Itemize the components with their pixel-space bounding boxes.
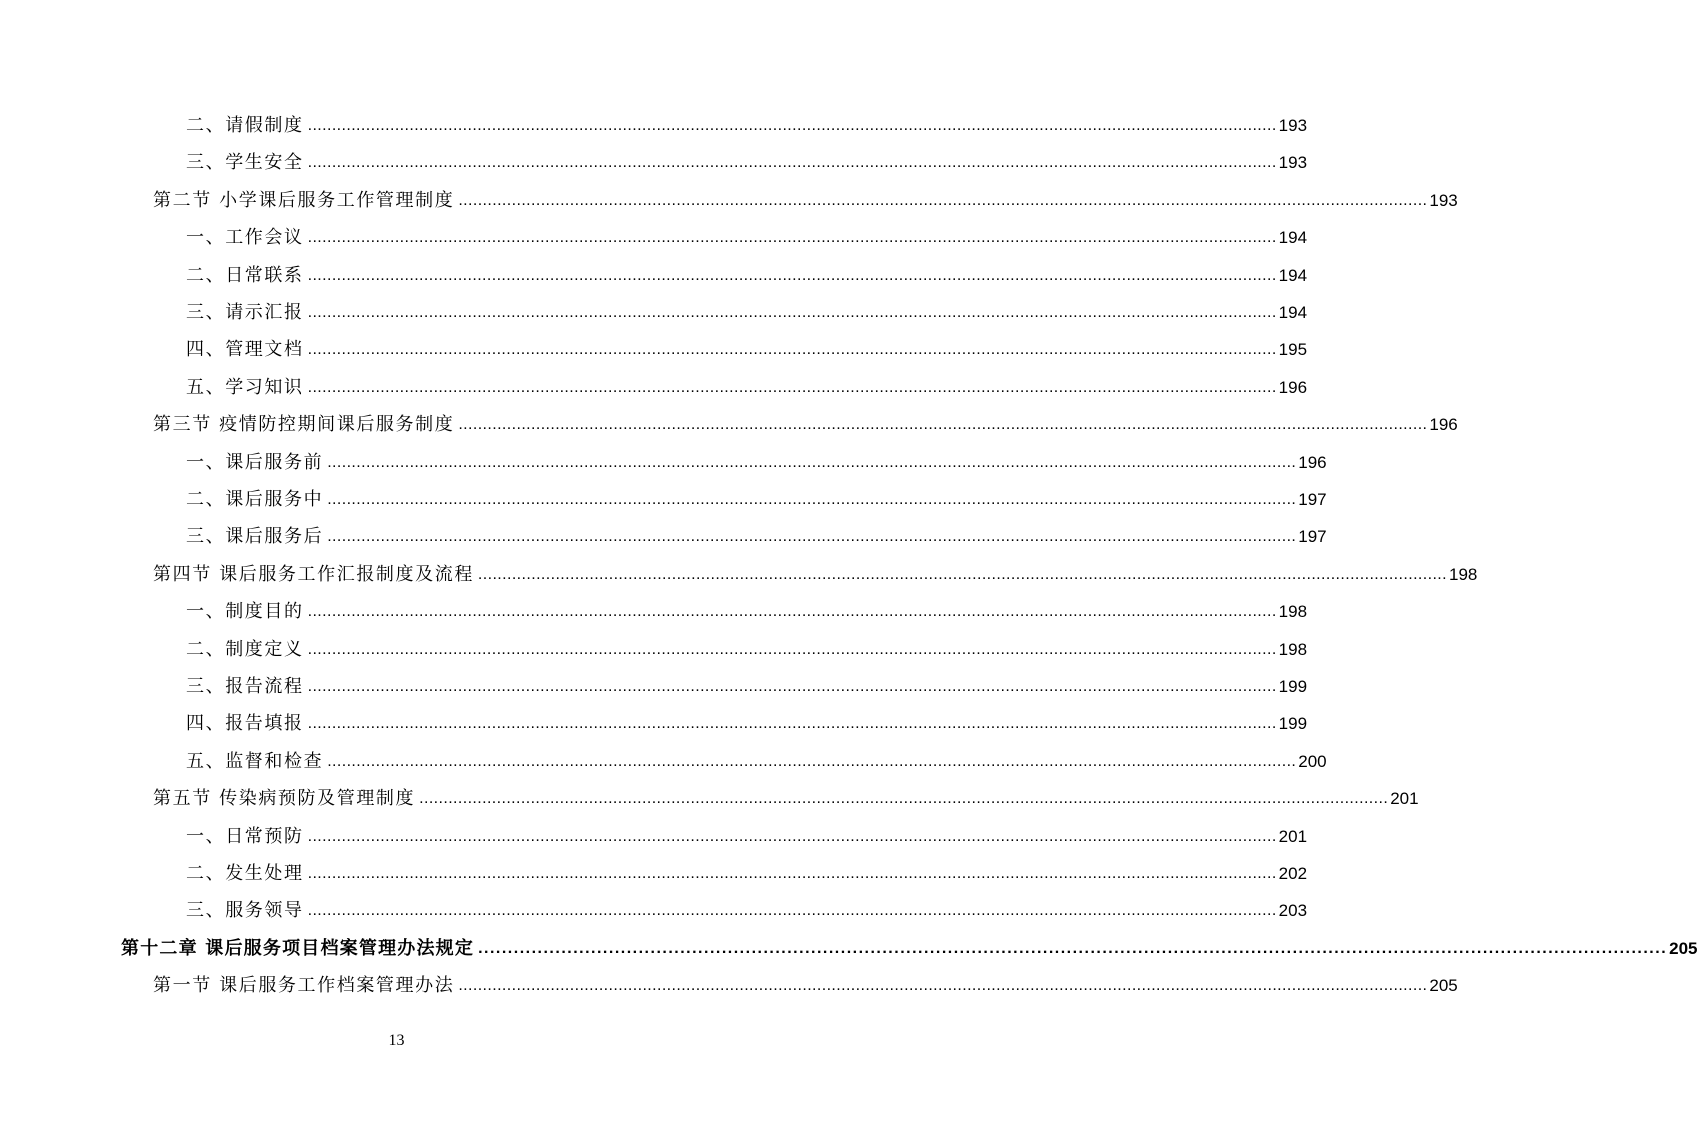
toc-entry-item[interactable] (186, 324, 1308, 361)
toc-entry-label: 三、请示汇报 (186, 302, 304, 323)
dot-leader: ........................................................................................................................................................................................................ (307, 827, 1277, 845)
toc-entry-page-number: 198 (1278, 639, 1308, 659)
toc-entry-label: 五、学习知识 (186, 376, 304, 398)
dot-leader: ........................................................................................................................................................................................................ (307, 229, 1277, 247)
toc-entry-label: 第二节 小学课后服务工作管理制度 (153, 189, 455, 211)
toc-entry-section[interactable] (153, 960, 1458, 997)
toc-entry-page-number: 205 (1669, 938, 1698, 958)
toc-entry-item[interactable] (186, 511, 1327, 548)
dot-leader: ........................................................................................................................................................................................................ (327, 528, 1297, 546)
toc-entry-page-number: 195 (1278, 340, 1308, 360)
toc-entry-item[interactable] (186, 736, 1327, 773)
toc-entry-label: 一、课后服务前 (186, 451, 324, 473)
toc-entry-label: 三、学生安全 (186, 152, 304, 174)
dot-leader: ........................................................................................................................................................................................................ (458, 416, 1428, 434)
toc-entry-page-number: 194 (1278, 228, 1308, 248)
toc-entry-page-number: 203 (1278, 901, 1308, 921)
dot-leader: ........................................................................................................................................................................................................ (307, 341, 1277, 359)
toc-entry-label: 五、监督和检查 (186, 750, 324, 772)
dot-leader: ........................................................................................................................................................................................................ (419, 790, 1389, 808)
dot-leader: ........................................................................................................................................................................................................ (307, 865, 1277, 882)
dot-leader: ........................................................................................................................................................................................................ (307, 640, 1277, 658)
toc-entry-page-number: 202 (1278, 864, 1308, 883)
toc-entry-item[interactable] (186, 474, 1327, 511)
toc-entry-page-number: 199 (1278, 714, 1308, 734)
toc-entry-section[interactable] (153, 175, 1458, 212)
toc-entry-item[interactable] (186, 811, 1308, 848)
toc-entry-page-number: 198 (1278, 602, 1308, 622)
toc-entry-item[interactable] (186, 885, 1308, 922)
toc-entry-page-number: 198 (1448, 564, 1478, 584)
toc-entry-label: 第四节 课后服务工作汇报制度及流程 (153, 563, 474, 585)
toc-entry-label: 二、制度定义 (186, 638, 304, 660)
toc-entry-label: 一、工作会议 (186, 227, 304, 249)
toc-entry-page-number: 193 (1278, 116, 1308, 135)
toc-entry-page-number: 196 (1429, 415, 1458, 435)
dot-leader: ........................................................................................................................................................................................................ (458, 977, 1428, 995)
toc-entry-label: 三、服务领导 (186, 900, 304, 922)
toc-entry-item[interactable] (186, 586, 1308, 623)
dot-leader: ........................................................................................................................................................................................................ (307, 902, 1277, 920)
toc-entry-page-number: 194 (1278, 265, 1308, 285)
dot-leader: ........................................................................................................................................................................................................ (307, 678, 1277, 695)
toc-entry-page-number: 199 (1278, 677, 1308, 696)
toc-entry-label: 一、制度目的 (186, 601, 304, 623)
toc-entry-page-number: 196 (1278, 377, 1308, 397)
toc-entry-label: 二、课后服务中 (186, 489, 324, 510)
toc-entry-item[interactable] (186, 250, 1308, 287)
dot-leader: ........................................................................................................................................................................................................ (307, 117, 1277, 134)
toc-entry-page-number: 200 (1298, 751, 1327, 771)
toc-entry-page-number: 201 (1278, 826, 1308, 846)
toc-entry-item[interactable] (186, 624, 1308, 661)
toc-entry-label: 二、发生处理 (186, 863, 304, 884)
dot-leader: ........................................................................................................................................................................................................ (307, 154, 1277, 172)
toc-entry-label: 第一节 课后服务工作档案管理办法 (153, 975, 455, 997)
dot-leader: ........................................................................................................................................................................................................ (327, 752, 1297, 770)
toc-entry-item[interactable] (186, 848, 1308, 885)
toc-entry-item[interactable] (186, 100, 1308, 137)
toc-entry-label: 四、报告填报 (186, 713, 304, 735)
toc-entry-section[interactable] (153, 773, 1419, 810)
toc-entry-page-number: 197 (1298, 527, 1327, 547)
toc-entry-section[interactable] (153, 399, 1458, 436)
dot-leader: ........................................................................................................................................................................................................ (307, 603, 1277, 621)
toc-entry-item[interactable] (186, 661, 1308, 698)
dot-leader: ........................................................................................................................................................................................................ (478, 939, 1668, 957)
dot-leader: ........................................................................................................................................................................................................ (307, 304, 1277, 321)
toc-entry-page-number: 201 (1390, 789, 1419, 809)
toc-entry-label: 二、日常联系 (186, 264, 304, 286)
toc-entry-page-number: 197 (1298, 490, 1327, 509)
toc-entry-item[interactable] (186, 437, 1327, 474)
dot-leader: ........................................................................................................................................................................................................ (458, 191, 1428, 209)
toc-entry-label: 第三节 疫情防控期间课后服务制度 (153, 414, 455, 436)
toc-entry-label: 第十二章 课后服务项目档案管理办法规定 (121, 937, 475, 959)
dot-leader: ........................................................................................................................................................................................................ (477, 565, 1447, 583)
dot-leader: ........................................................................................................................................................................................................ (307, 715, 1277, 733)
toc-entry-item[interactable] (186, 698, 1308, 735)
toc-entry-label: 二、请假制度 (186, 115, 304, 136)
toc-entry-label: 三、报告流程 (186, 676, 304, 697)
toc-entry-label: 一、日常预防 (186, 825, 304, 847)
dot-leader: ........................................................................................................................................................................................................ (327, 453, 1297, 471)
toc-entry-page-number: 193 (1278, 153, 1308, 173)
toc-entry-item[interactable] (186, 362, 1308, 399)
toc-entry-label: 四、管理文档 (186, 339, 304, 361)
toc-entry-chapter[interactable] (121, 923, 1698, 960)
toc-entry-page-number: 205 (1429, 976, 1458, 996)
toc-entry-page-number: 194 (1278, 303, 1308, 322)
toc-entry-page-number: 193 (1429, 190, 1458, 210)
toc-entry-label: 三、课后服务后 (186, 526, 324, 548)
toc-entry-label: 第五节 传染病预防及管理制度 (153, 788, 416, 810)
dot-leader: ........................................................................................................................................................................................................ (307, 266, 1277, 284)
toc-entry-page-number: 196 (1298, 452, 1327, 472)
toc-entry-section[interactable] (153, 549, 1478, 586)
toc-entry-item[interactable] (186, 212, 1308, 249)
dot-leader: ........................................................................................................................................................................................................ (307, 378, 1277, 396)
page-number: 13 (388, 1032, 405, 1049)
dot-leader: ........................................................................................................................................................................................................ (327, 491, 1297, 508)
toc-entry-item[interactable] (186, 137, 1308, 174)
toc-entry-item[interactable] (186, 287, 1308, 324)
